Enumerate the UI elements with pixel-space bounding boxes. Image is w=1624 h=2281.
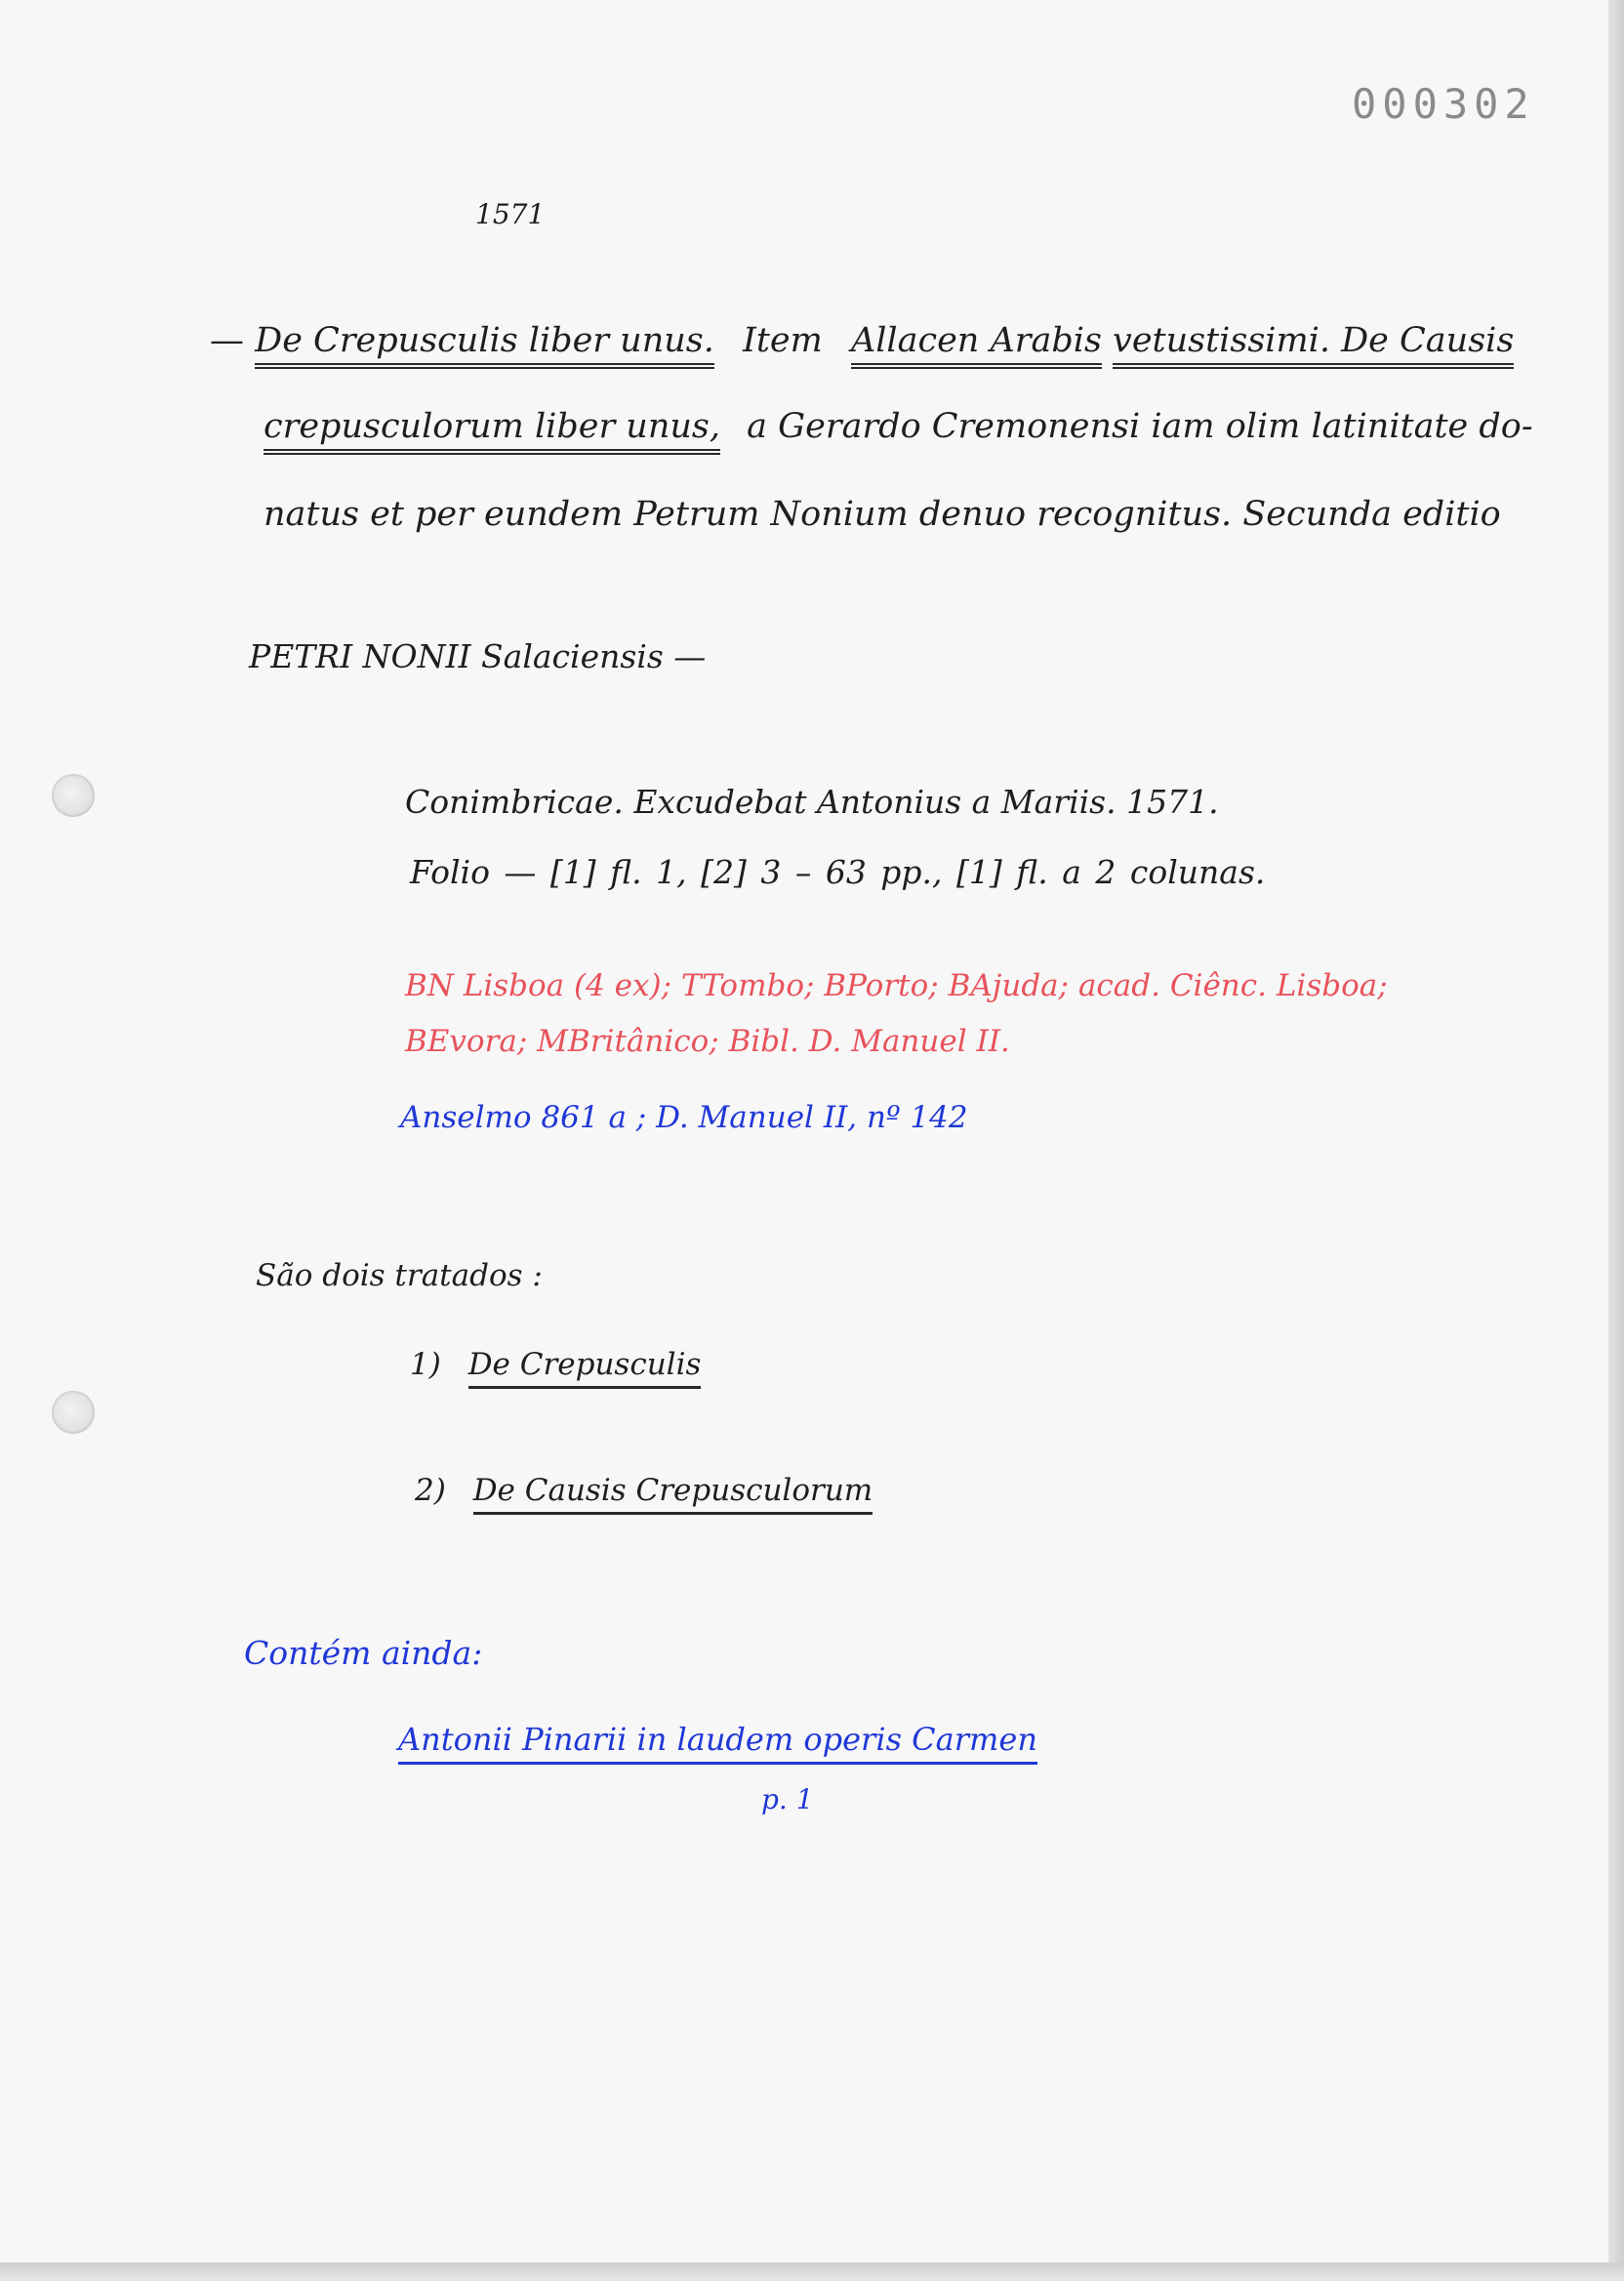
references-line: Anselmo 861 a ; D. Manuel II, nº 142 — [400, 1100, 968, 1135]
scan-edge-bottom — [0, 2262, 1624, 2281]
treatise-2 — [415, 1473, 873, 1508]
title-item: Item — [743, 321, 823, 360]
title-line-2 — [264, 407, 1533, 446]
title-dash: — — [210, 321, 244, 360]
collation-line: Folio — [1] fl. 1, [2] 3 – 63 pp., [1] fl. a 2 colunas. — [410, 853, 1266, 891]
punch-hole-bottom — [52, 1391, 95, 1434]
title-allacen: Allacen Arabis — [851, 321, 1102, 369]
author-line: PETRI NONII Salaciensis — — [249, 637, 707, 675]
punch-hole-top — [52, 774, 95, 817]
scan-edge-right — [1608, 0, 1624, 2262]
treatise-1-number: 1) — [410, 1347, 441, 1382]
imprint-line: Conimbricae. Excudebat Antonius a Mariis. 1571. — [405, 783, 1219, 821]
contains-item-title: Antonii Pinarii in laudem operis Carmen — [398, 1721, 1037, 1765]
title-crepusculorum: crepusculorum liber unus, — [264, 407, 720, 455]
locations-line-2: BEvora; MBritânico; Bibl. D. Manuel II. — [405, 1024, 1010, 1059]
treatise-1-title: De Crepusculis — [468, 1347, 702, 1389]
year-heading: 1571 — [475, 198, 546, 230]
locations-line-1: BN Lisboa (4 ex); TTombo; BPorto; BAjuda; acad. Ciênc. Lisboa; — [405, 968, 1388, 1003]
archive-stamp-number: 000302 — [1352, 80, 1535, 128]
treatises-intro: São dois tratados : — [256, 1258, 543, 1293]
contains-item — [398, 1721, 1037, 1758]
contains-intro: Contém ainda: — [244, 1634, 483, 1672]
title-de-crepusculis: De Crepusculis liber unus. — [255, 321, 714, 369]
title-gerardo: a Gerardo Cremonensi iam olim latinitate do- — [747, 407, 1533, 446]
contains-page: p. 1 — [761, 1783, 814, 1815]
treatise-2-number: 2) — [415, 1473, 446, 1508]
title-vetustissimi: vetustissimi. De Causis — [1113, 321, 1514, 369]
title-line-3: natus et per eundem Petrum Nonium denuo recognitus. Secunda editio — [264, 495, 1501, 534]
treatise-2-title: De Causis Crepusculorum — [473, 1473, 873, 1515]
title-line-1 — [210, 321, 1515, 360]
treatise-1 — [410, 1347, 702, 1382]
